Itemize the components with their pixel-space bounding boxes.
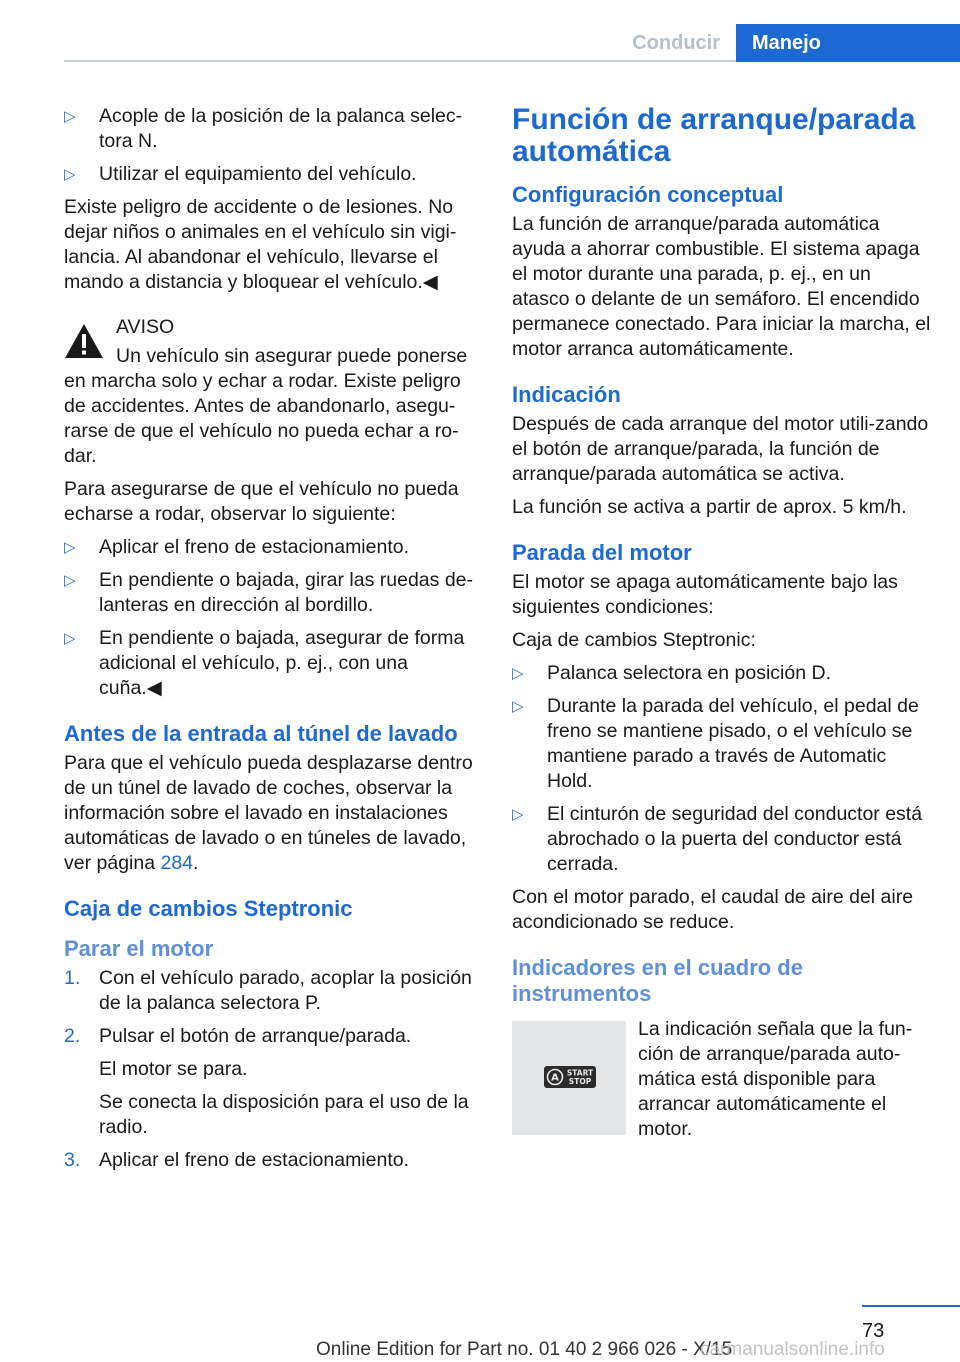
watermark: carmanualsonline.info (700, 1339, 885, 1360)
list-item: ▷ Acople de la posición de la palanca selec‐tora N. (64, 105, 463, 152)
tab-conducir[interactable]: Conducir (632, 32, 720, 54)
list-item: ▷ Utilizar el equipamiento del vehículo. (64, 163, 417, 185)
heading-lavado: Antes de la entrada al túnel de lavado (64, 721, 458, 746)
heading-parada: Parada del motor (512, 540, 692, 565)
arrow-bullet-icon: ▷ (64, 572, 76, 589)
list-item: ▷ Aplicar el freno de estacionamiento. (64, 536, 410, 558)
list-item: ▷ El cinturón de seguridad del conductor está abrochado o la puerta del conductor está cerrada. (512, 803, 923, 875)
arrow-bullet-icon: ▷ (512, 806, 524, 823)
indicator-text: La indicación señala que la fun‐ción de arranque/parada auto‐mática está disponible para arrancar automáticamente el motor. (638, 1018, 913, 1140)
step-sub: Se conecta la disposición para el uso de la radio. (99, 1091, 469, 1138)
list-item: 2. Pulsar el botón de arranque/parada. El motor se para. Se conecta la disposición para el uso de la radio. (64, 1024, 476, 1140)
section-title: Función de arranque/parada automática (512, 103, 916, 168)
page-link-284[interactable]: 284 (160, 852, 194, 874)
arrow-bullet-icon: ▷ (64, 166, 76, 183)
paragraph: La función se activa a partir de aprox. 5 km/h. (512, 496, 907, 518)
paragraph: Caja de cambios Steptronic: (512, 629, 756, 651)
warning-text: en marcha solo y echar a rodar. Existe peligro de accidentes. Antes de abandonarlo, asegu‐rarse de que el vehículo no pueda echar a ro‐dar. (64, 370, 461, 467)
svg-text:STOP: STOP (568, 1077, 592, 1086)
warning-box (64, 315, 476, 469)
bullet-list-2 (64, 535, 476, 701)
heading-config: Configuración conceptual (512, 182, 784, 207)
paragraph: Existe peligro de accidente o de lesiones. No dejar niños o animales en el vehículo sin vigi‐lancia. Al abandonar el vehículo, llevarse el mando a distancia y bloquear el vehículo.◀ (64, 196, 457, 293)
svg-text:A: A (551, 1072, 559, 1084)
list-item: 3. Aplicar el freno de estacionamiento. (64, 1149, 410, 1171)
list-item: ▷ Palanca selectora en posición D. (512, 662, 831, 684)
heading-parar: Parar el motor (64, 936, 214, 961)
paragraph: Para que el vehículo pueda desplazarse dentro de un túnel de lavado de coches, observar la información sobre el lavado en instalaciones automáticas de lavado o en túneles de lavado, ver página 284. (64, 752, 473, 874)
indicator-block (512, 1017, 932, 1142)
bullet-list-right (512, 661, 932, 877)
arrow-bullet-icon: ▷ (64, 108, 76, 125)
start-stop-indicator-image (512, 1021, 626, 1135)
warning-text-first: Un vehículo sin asegurar puede ponerse (116, 345, 468, 367)
list-item: ▷ En pendiente o bajada, asegurar de forma adicional el vehículo, p. ej., con una cuña.◀ (64, 627, 465, 699)
heading-caja: Caja de cambios Steptronic (64, 896, 353, 921)
tab-manejo[interactable]: Manejo (736, 24, 960, 62)
edition-footer: Online Edition for Part no. 01 40 2 966 026 - X/15 (316, 1339, 733, 1360)
list-item: 1. Con el vehículo parado, acoplar la posición de la palanca selectora P. (64, 967, 472, 1014)
footer-rule (862, 1305, 960, 1307)
bullet-list-1 (64, 104, 476, 187)
paragraph: La función de arranque/parada automática ayuda a ahorrar combustible. El sistema apaga el motor durante una parada, p. ej., en un atasco o delante de un semáforo. El encendido permanece conectado. Para iniciar la marcha, el motor arranca automáticamente. (512, 213, 931, 360)
heading-indicacion: Indicación (512, 382, 621, 407)
list-item: ▷ Durante la parada del vehículo, el pedal de freno se mantiene pisado, o el vehículo se mantiene parado a través de Automatic Hold. (512, 695, 919, 792)
arrow-bullet-icon: ▷ (512, 698, 524, 715)
step-sub: El motor se para. (99, 1058, 248, 1080)
arrow-bullet-icon: ▷ (512, 665, 524, 682)
heading-indicadores: Indicadores en el cuadro de instrumentos (512, 955, 803, 1006)
list-item: ▷ En pendiente o bajada, girar las ruedas de‐lanteras en dirección al bordillo. (64, 569, 474, 616)
auto-start-stop-icon (544, 1066, 596, 1088)
arrow-bullet-icon: ▷ (64, 630, 76, 647)
page-number: 73 (862, 1320, 885, 1342)
steps-list (64, 966, 476, 1173)
arrow-bullet-icon: ▷ (64, 539, 76, 556)
warning-title: AVISO (116, 316, 175, 338)
paragraph: El motor se apaga automáticamente bajo las siguientes condiciones: (512, 571, 898, 618)
paragraph: Después de cada arranque del motor utili‐zando el botón de arranque/parada, la función de arranque/parada automática se activa. (512, 413, 929, 485)
paragraph: Con el motor parado, el caudal de aire del aire acondicionado se reduce. (512, 886, 914, 933)
svg-text:START: START (566, 1068, 594, 1078)
left-column (64, 104, 476, 1181)
warning-triangle-icon (64, 323, 104, 359)
right-column (512, 104, 932, 1150)
paragraph: Para asegurarse de que el vehículo no pueda echarse a rodar, observar lo siguiente: (64, 478, 459, 525)
